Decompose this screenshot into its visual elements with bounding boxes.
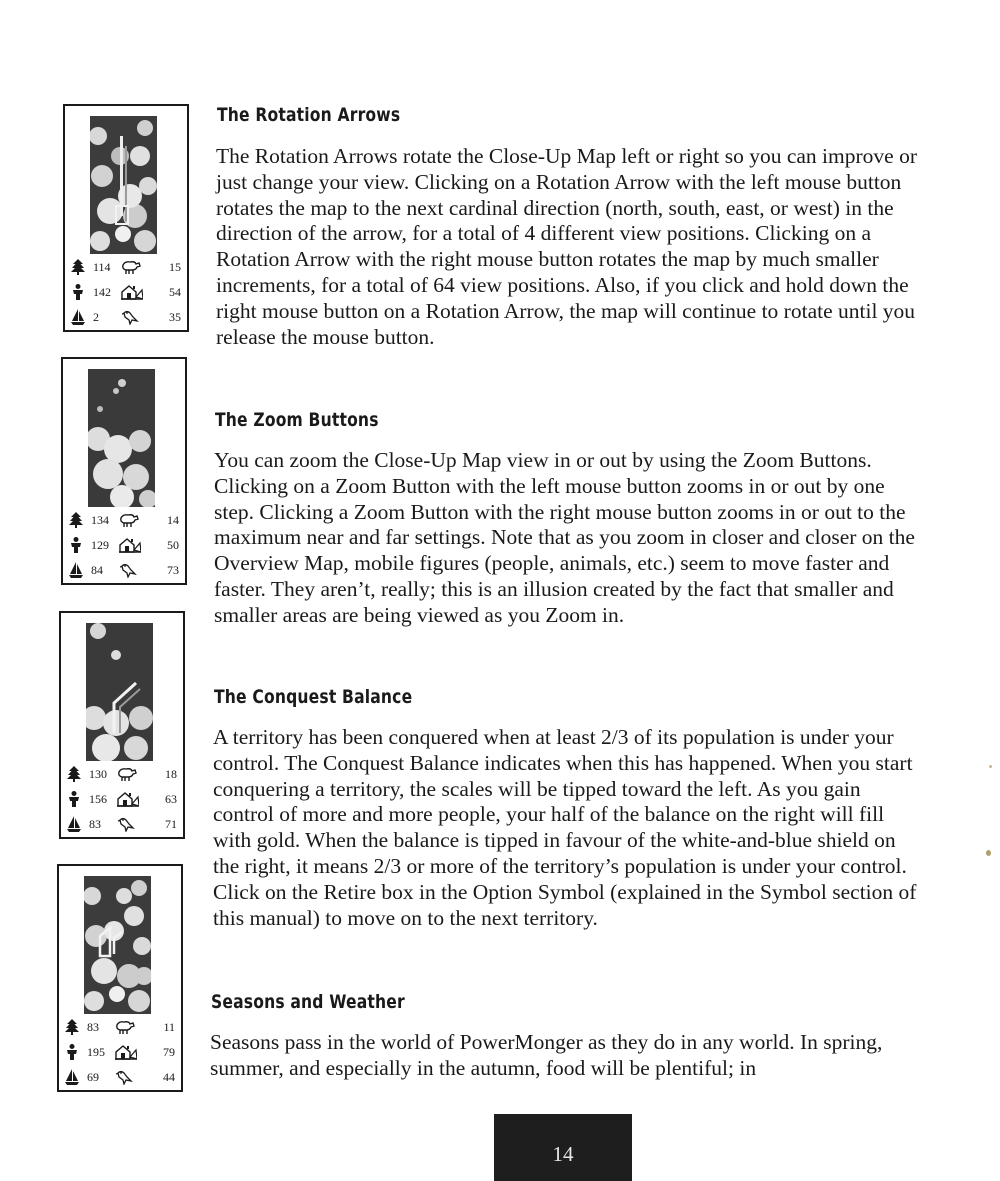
stat-value: 73 [167,563,179,577]
sheep-icon [121,259,143,275]
sailboat-icon [69,562,83,578]
stat-value: 69 [87,1070,99,1084]
stat-value: 195 [87,1045,105,1059]
person-icon [71,284,85,300]
stat-value: 130 [89,767,107,781]
sheep-icon [119,512,141,528]
stat-value: 71 [165,817,177,831]
section-body-seasons-weather: Seasons pass in the world of PowerMonger as they do in any world. In spring, summer, and especially in the autumn, food will be plentiful; in [210,1030,883,1080]
bird-icon [115,1069,137,1085]
scan-speck [989,765,992,768]
sailboat-icon [67,816,81,832]
stat-value: 18 [165,767,177,781]
house-icon [119,537,141,553]
bird-icon [121,309,143,325]
sailboat-icon [71,309,85,325]
sheep-icon [117,766,139,782]
stat-row [67,511,183,536]
tree-icon [71,259,85,275]
stat-value: 35 [169,310,181,324]
close-up-map-4 [84,876,151,1014]
stats-panel-1 [69,258,185,333]
section-title-seasons-weather: Seasons and Weather [211,991,405,1013]
tree-icon [65,1019,79,1035]
house-icon [121,284,143,300]
stat-value: 83 [87,1020,99,1034]
stat-value: 50 [167,538,179,552]
sailboat-icon [65,1069,79,1085]
stat-value: 11 [163,1020,175,1034]
close-up-map-3 [86,623,153,761]
scan-speck [986,850,991,856]
stat-row [63,1018,179,1043]
stat-row [67,536,183,561]
stat-value: 54 [169,285,181,299]
stat-row [65,790,181,815]
stat-row [63,1043,179,1068]
stat-value: 83 [89,817,101,831]
stat-value: 44 [163,1070,175,1084]
close-up-map-2 [88,369,155,507]
section-body-zoom-buttons: You can zoom the Close-Up Map view in or out by using the Zoom Buttons. Clicking on a Zoom Button with the left mouse button zooms in or out by one step. Clicking a Zoom Button with the right mouse button zooms in or out to the maximum near and far settings. Note that as you zoom in closer and closer on the Overview Map, mobile figures (people, animals, etc.) seem to move faster and faster. They aren’t, really; this is an illusion created by the fact that smaller and smaller areas are being viewed as you Zoom in. [214,448,915,627]
section-title-rotation-arrows: The Rotation Arrows [217,104,401,126]
tree-icon [69,512,83,528]
bird-icon [119,562,141,578]
map-panel-4 [57,864,183,1092]
page-number: 14 [552,1142,574,1166]
page-number-box [494,1114,632,1181]
stat-row [69,308,185,333]
stat-row [67,561,183,586]
stat-value: 142 [93,285,111,299]
stat-value: 14 [167,513,179,527]
tree-icon [67,766,81,782]
stat-value: 84 [91,563,103,577]
sheep-icon [115,1019,137,1035]
stats-panel-4 [63,1018,179,1093]
stat-value: 15 [169,260,181,274]
person-icon [69,537,83,553]
stat-row [63,1068,179,1093]
bird-icon [117,816,139,832]
house-icon [115,1044,137,1060]
stats-panel-3 [65,765,181,840]
section-title-conquest-balance: The Conquest Balance [214,686,413,708]
stats-panel-2 [67,511,183,586]
map-panel-3 [59,611,185,839]
map-panel-1 [63,104,189,332]
stat-value: 129 [91,538,109,552]
section-body-conquest-balance: A territory has been conquered when at least 2/3 of its population is under your control. The Conquest Balance indicates when this has happened. When you start conquering a territory, the scales will be tipped toward the left. As you gain control of more and more people, your half of the balance on the right will fill with gold. When the balance is tipped in favour of the white-and-blue shield on the right, it means 2/3 or more of the territory’s population is under your control. Click on the Retire box in the Option Symbol (explained in the Symbol section of this manual) to move on to the next territory. [213,725,917,930]
stat-row [65,765,181,790]
stat-row [65,815,181,840]
map-panel-2 [61,357,187,585]
stat-value: 63 [165,792,177,806]
section-body-rotation-arrows: The Rotation Arrows rotate the Close-Up Map left or right so you can improve or just change your view. Clicking on a Rotation Arrow with the left mouse button rotates the map to the next cardinal direction (north, south, east, or west) in the direction of the arrow, for a total of 4 different view positions. Clicking on a Rotation Arrow with the right mouse button rotates the map by much smaller increments, for a total of 64 view positions. Also, if you click and hold down the right mouse button on a Rotation Arrow, the map will continue to rotate until you release the mouse button. [216,144,917,349]
house-icon [117,791,139,807]
stat-value: 134 [91,513,109,527]
stat-value: 114 [93,260,111,274]
stat-row [69,283,185,308]
section-title-zoom-buttons: The Zoom Buttons [215,409,379,431]
stat-value: 156 [89,792,107,806]
person-icon [67,791,81,807]
stat-row [69,258,185,283]
close-up-map-1 [90,116,157,254]
stat-value: 2 [93,310,99,324]
stat-value: 79 [163,1045,175,1059]
person-icon [65,1044,79,1060]
